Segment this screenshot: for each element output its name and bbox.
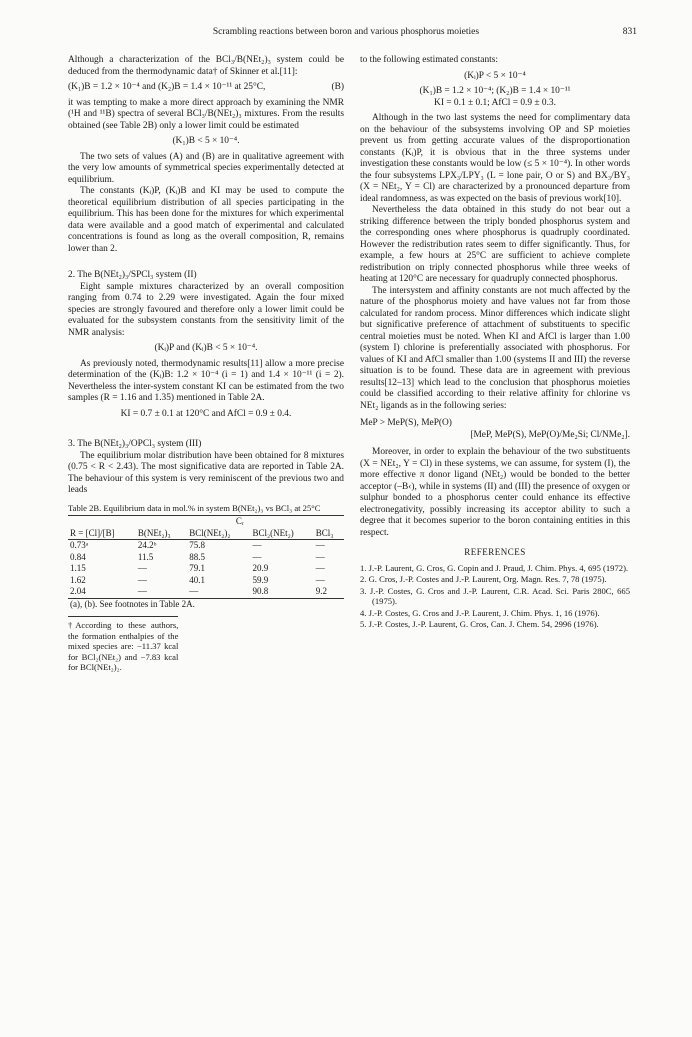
table-cell: — bbox=[137, 563, 147, 573]
table-cell: 88.5 bbox=[189, 551, 205, 562]
table-cell: 2.04 bbox=[70, 586, 86, 596]
reference-item: 3. J.-P. Costes, G. Cros and J.-P. Laurent, C.R. Acad. Sci. Paris 280C, 665 (1975). bbox=[360, 585, 630, 606]
paragraph: Eight sample mixtures characterized by an overall composition ranging from 0.74 to 2.29 were investigated. Again the four mixed species are strongly favoured and therefore only a lower limit could be evaluated for the subsystem constants from the sensitivity limit of the NMR analysis: bbox=[68, 281, 344, 338]
table-header-cell: B(NEt₂)₃ bbox=[137, 527, 171, 538]
table-header-cell: BCl₂(NEt₂) bbox=[252, 527, 294, 538]
equation: (K₁)B = 1.2 × 10⁻⁴; (K₂)B = 1.4 × 10⁻¹¹ bbox=[419, 86, 571, 96]
table-cell: — bbox=[252, 551, 262, 562]
running-header bbox=[0, 27, 692, 41]
table-cell: 59.9 bbox=[252, 574, 269, 585]
equation: KI = 0.7 ± 0.1 at 120°C and AfCl = 0.9 ± 0.4. bbox=[120, 408, 292, 419]
table-group-label: Cᵣ bbox=[235, 516, 244, 526]
equation: KI = 0.1 ± 0.1; AfCl = 0.9 ± 0.3. bbox=[434, 97, 556, 108]
equation: (Kᵢ)P and (Kᵢ)B < 5 × 10⁻⁴. bbox=[154, 343, 258, 353]
table-cell: — bbox=[137, 586, 147, 596]
table-cell: — bbox=[315, 574, 325, 585]
page-number: 831 bbox=[622, 27, 637, 37]
table-cell: 24.2ᵇ bbox=[137, 540, 157, 550]
table-cell: 90.8 bbox=[252, 586, 269, 596]
equation: (K₁)B < 5 × 10⁻⁴. bbox=[172, 136, 240, 146]
table-cell: 40.1 bbox=[189, 574, 205, 585]
reference-item: 4. J.-P. Costes, G. Cros and J.-P. Laurent, J. Chim. Phys. 1, 16 (1976). bbox=[360, 607, 600, 618]
table-cell: 11.5 bbox=[137, 551, 154, 562]
paragraph: The equilibrium molar distribution have been obtained for 8 mixtures (0.75 < R < 2.43). The most significative data are reported in Table 2A. The behaviour of this system is very reminiscent of the previous two and leads bbox=[68, 450, 344, 495]
table-cell: 79.1 bbox=[189, 563, 205, 573]
table-cell: — bbox=[137, 574, 147, 585]
paragraph: to the following estimated constants: bbox=[360, 55, 498, 65]
left-column bbox=[68, 55, 344, 673]
paragraph: Moreover, in order to explain the behaviour of the two substituents (X = NEt₂, Y = Cl) in these systems, we can assume, for system (I), the more effective π donor ligand (NEt₂) would be bonded to the better acceptor (–B‹), while in systems (II) and (III) the presence of oxygen or sulphur bonded to a phosphorus center could enhance its effective electronegativity, possibly increasing its acceptor ability to such a degree that it becomes superior to the boron containing entities in this respect. bbox=[360, 447, 630, 538]
table-header-row bbox=[68, 528, 344, 540]
equation-b-tag: (B) bbox=[331, 82, 344, 92]
table-cell: — bbox=[315, 540, 325, 550]
running-title: Scrambling reactions between boron and various phosphorus moieties bbox=[212, 27, 480, 37]
affinity-series: MeP > MeP(S), MeP(O) bbox=[360, 418, 452, 428]
table-cell: 20.9 bbox=[252, 563, 269, 573]
table-cell: — bbox=[252, 540, 262, 550]
section-heading: 2. The B(NEt₂)₃/SPCl₃ system (II) bbox=[68, 270, 197, 280]
references-heading: REFERENCES bbox=[464, 547, 526, 557]
table-cell: 0.73ᵃ bbox=[70, 540, 89, 550]
table-caption: Table 2B. Equilibrium data in mol.% in system B(NEt₂)₃ vs BCl₃ at 25°C bbox=[68, 502, 321, 513]
equation: (Kᵢ)P < 5 × 10⁻⁴ bbox=[464, 70, 526, 81]
paragraph: it was tempting to make a more direct approach by examining the NMR (¹H and ¹¹B) spectra of several BCl₃/B(NEt₂)₃ mixtures. From the results obtained (see Table 2B) only a lower limit could be estimated bbox=[68, 97, 344, 131]
table-row bbox=[68, 563, 344, 575]
table-cell: 75.8 bbox=[189, 540, 205, 550]
reference-item: 2. G. Cros, J.-P. Costes and J.-P. Laurent, Org. Magn. Res. 7, 78 (1975). bbox=[360, 574, 607, 584]
right-column bbox=[360, 55, 630, 631]
table-row bbox=[68, 575, 344, 587]
paragraph: The constants (Kᵢ)P, (Kᵢ)B and KI may be used to compute the theoretical equilibrium distribution of all species participating in the equilibrium. This has been done for the mixtures for which experimental data were available and a good match of experimental and calculated concentrations is found as long as the overall composition, R, remains lower than 2. bbox=[68, 186, 344, 254]
table-cell: 1.15 bbox=[70, 563, 86, 573]
data-table bbox=[68, 515, 344, 610]
table-row bbox=[68, 540, 344, 552]
equation-b bbox=[68, 82, 344, 94]
paragraph: Although a characterization of the BCl₃/B(NEt₂)₃ system could be deduced from the thermodynamic data† of Skinner et al.[11]: bbox=[68, 55, 344, 77]
table-cell: — bbox=[315, 563, 325, 573]
reference-item: 1. J.-P. Laurent, G. Cros, G. Copin and J. Praud, J. Chim. Phys. 4, 695 (1972). bbox=[360, 562, 629, 573]
paragraph: The two sets of values (A) and (B) are in qualitative agreement with the very low amounts of symmetrical species experimentally detected at equilibrium. bbox=[68, 151, 344, 185]
table-header-cell: R = [Cl]/[B] bbox=[70, 527, 115, 538]
reference-item: 5. J.-P. Costes, J.-P. Laurent, G. Cros, Can. J. Chem. 54, 2996 (1976). bbox=[360, 619, 599, 629]
section-heading: 3. The B(NEt₂)₃/OPCl₃ system (III) bbox=[68, 439, 202, 449]
table-cell: — bbox=[189, 586, 199, 596]
table-note: (a), (b). See footnotes in Table 2A. bbox=[70, 598, 195, 609]
paragraph: Nevertheless the data obtained in this study do not bear out a striking difference between the triply bonded phosphorus system and the corresponding ones where phosphorus is quadruply coordinated. However the redistribution rates seem to differ significantly. Thus, for example, a few hours at 25°C are sufficient to achieve complete redistribution on triply connected phosphorus while three weeks of heating at 120°C are necessary for quadruply connected phosphorus. bbox=[360, 205, 630, 284]
table-cell: 0.84 bbox=[70, 551, 86, 562]
table-row bbox=[68, 586, 344, 598]
table-cell: — bbox=[315, 551, 325, 562]
paragraph: As previously noted, thermodynamic results[11] allow a more precise determination of the (Kᵢ)B: 1.2 × 10⁻⁴ (i = 1) and 1.4 × 10⁻¹¹ (i = 2). Nevertheless the inter-system constant KI can be estimated from the two samples (R = 1.16 and 1.35) mentioned in Table 2A. bbox=[68, 358, 344, 403]
table-row bbox=[68, 552, 344, 564]
table-note-row bbox=[68, 598, 344, 610]
paragraph: Although in the two last systems the need for complimentary data on the behaviour of the subsystems involving OP and SP moieties prevent us from getting accurate values of the disproportionation constants (Kᵢ)P, it is obvious that in the three systems under investigation these constants would be low (≤ 5 × 10⁻⁴). In other words the four subsystems LPX₃/LPY₃ (L = lone pair, O or S) and BX₃/BY₃ (X = NEt₂, Y = Cl) are characterized by a pronounced departure from ideal randomness, as was expected on the basis of previous work[10]. bbox=[360, 113, 630, 204]
table-header-cell: BCl(NEt₂)₂ bbox=[189, 527, 231, 538]
footnote: †According to these authors, the formation enthalpies of the mixed species are: −11.37 kcal for BCl₂(NEt₂) and −7.83 kcal for BCl(NEt₂)₂. bbox=[68, 616, 178, 673]
paragraph: The intersystem and affinity constants are not much affected by the nature of the phosphorus moiety and have values not far from those calculated for random process. Minor differences which indicate slight but significative preference of attachment of substituents to specific central moieties must be noted. When KI and AfCl is larger than 1.00 (system I) chlorine is preferentially associated with phosphorus. For values of KI and AfCl smaller than 1.00 (systems II and III) the reverse situation is to be found. These data are in agreement with previous results[12–13] which lead to the conclusion that phosphorus moieties could be classified according to their relative affinity for chlorine vs NEt₂ ligands as in the following series: bbox=[360, 285, 630, 411]
table-cell: 1.62 bbox=[70, 574, 86, 585]
equation-b-body: (K₁)B = 1.2 × 10⁻⁴ and (K₂)B = 1.4 × 10⁻¹¹ at 25°C, bbox=[68, 82, 266, 92]
table-group-row bbox=[68, 516, 344, 528]
table-header-cell: BCl₃ bbox=[315, 527, 334, 538]
affinity-series-detail: [MeP, MeP(S), MeP(O)/Me₂Si; Cl/NMe₂]. bbox=[470, 429, 630, 440]
table-cell: 9.2 bbox=[315, 586, 327, 596]
